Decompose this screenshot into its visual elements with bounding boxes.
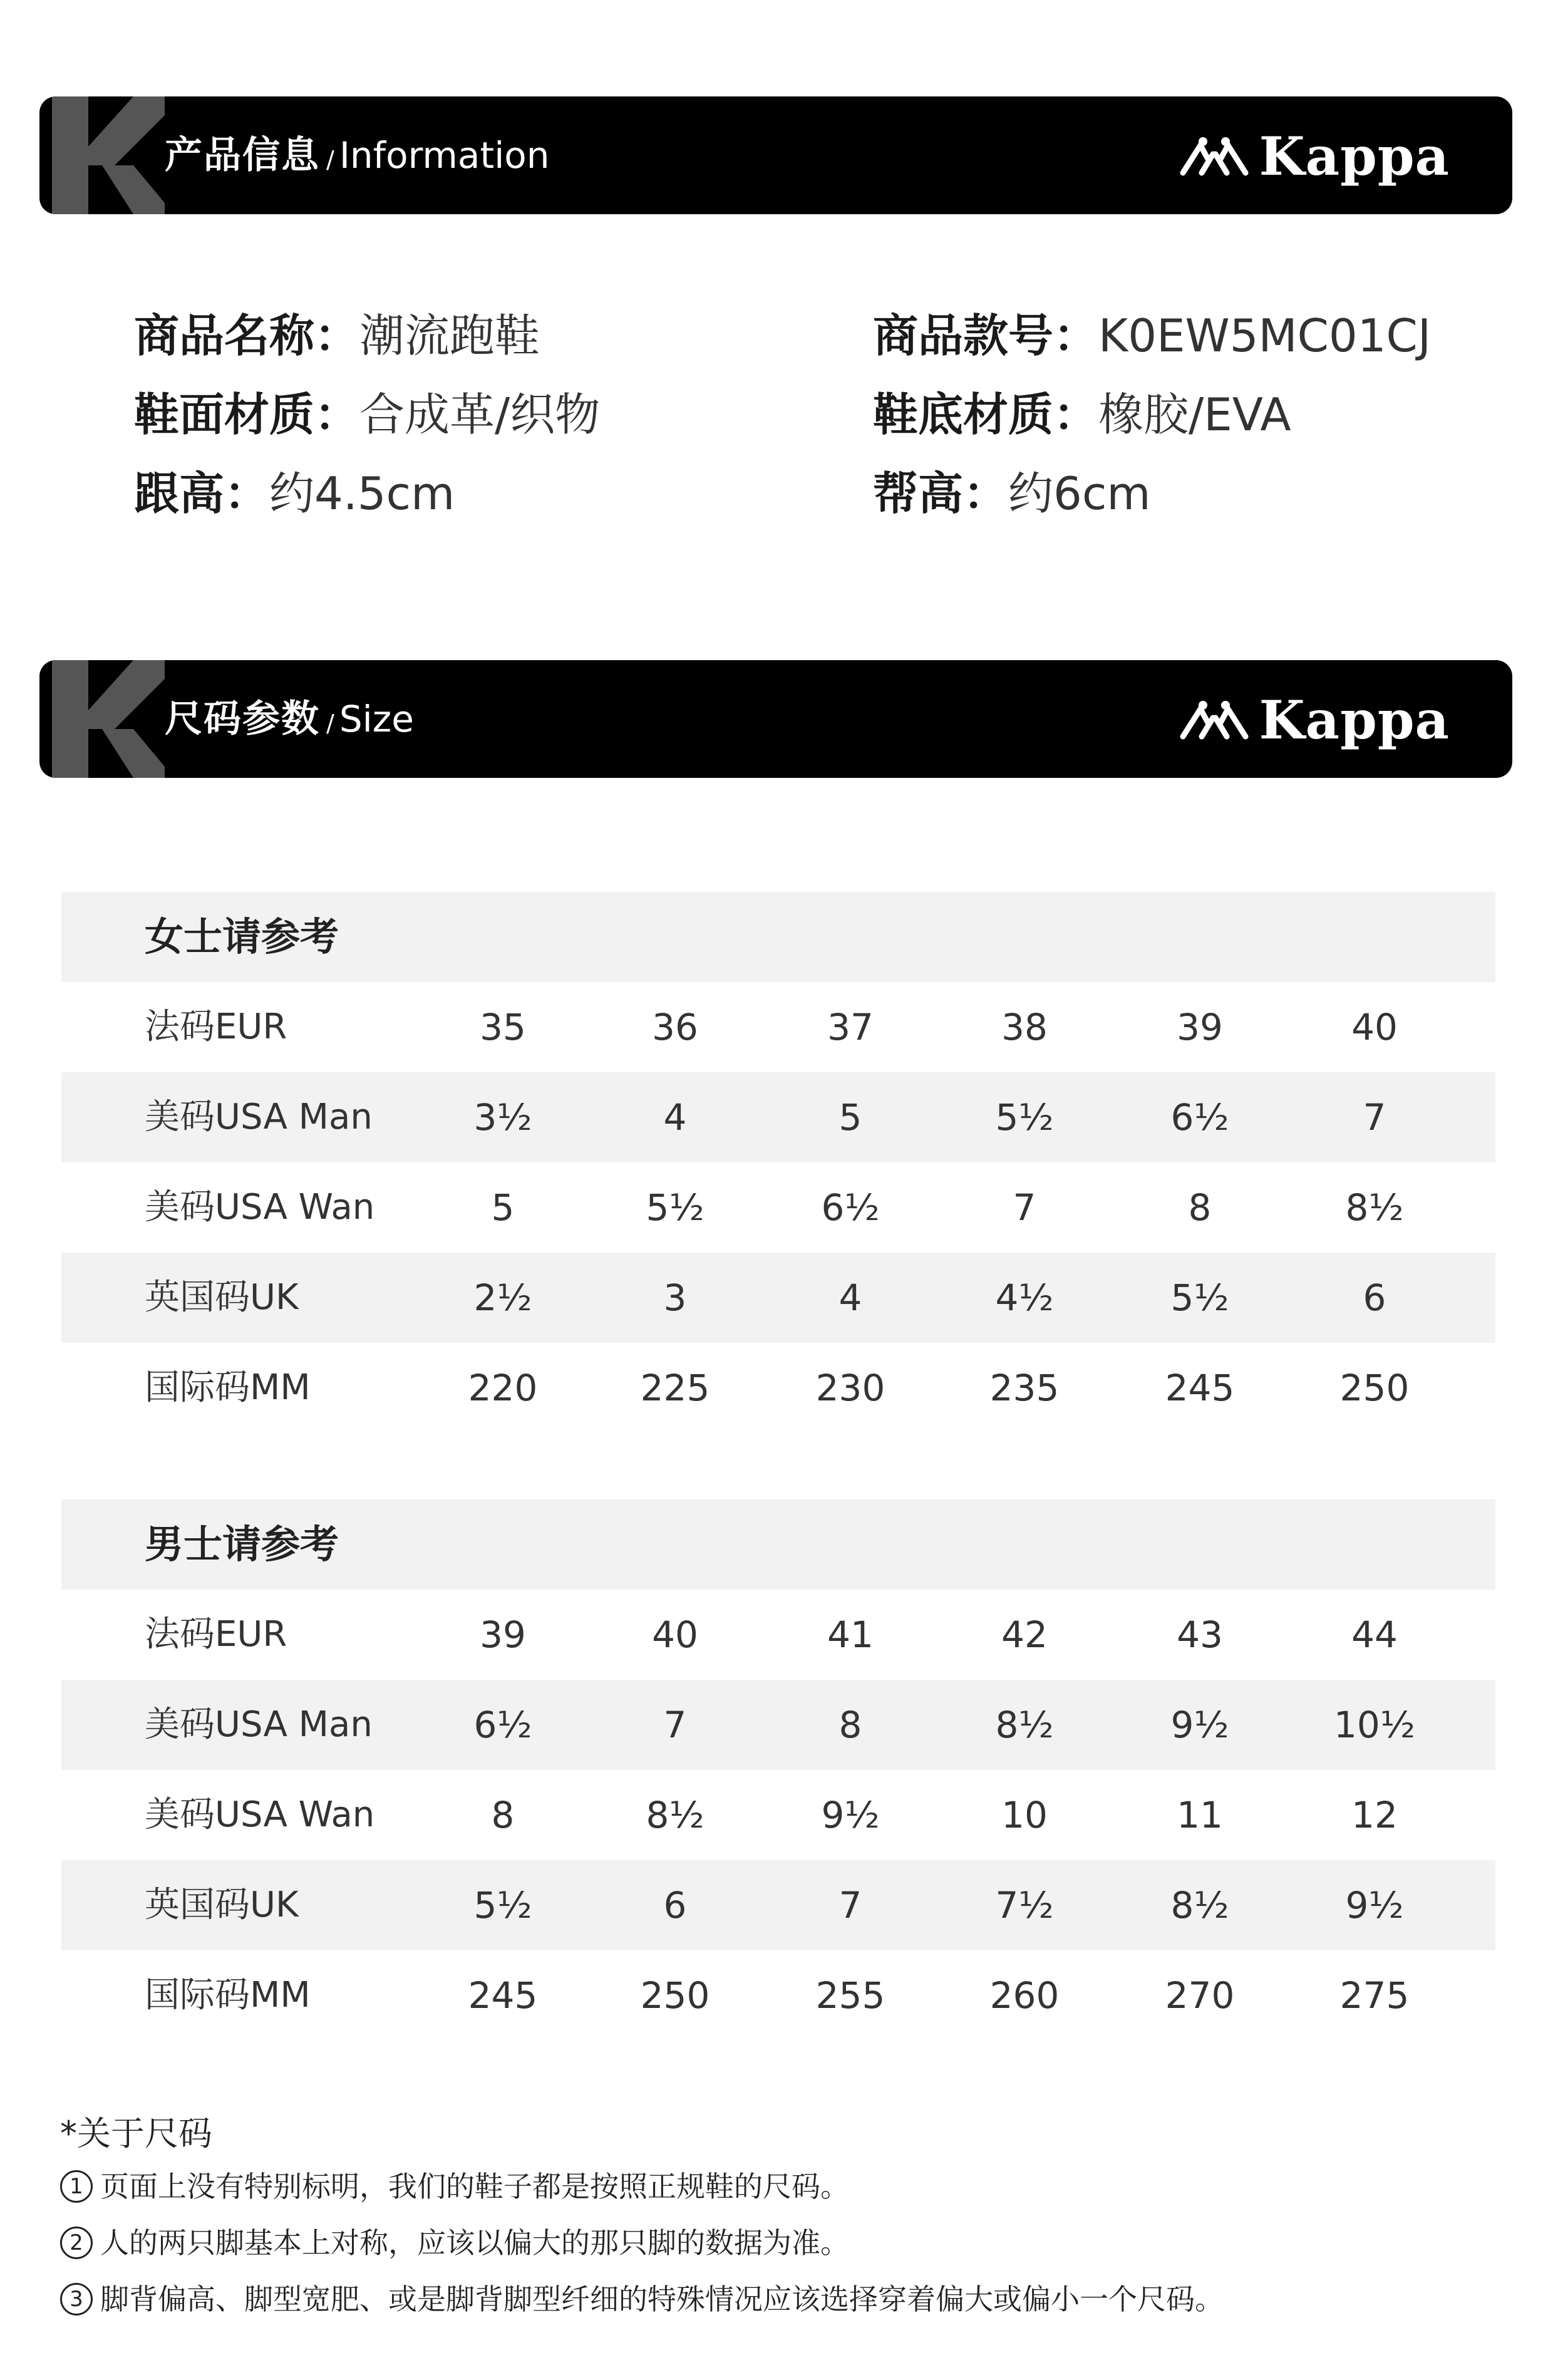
size-cell: 6 [663,1884,687,1927]
size-cell: 9½ [821,1794,880,1836]
size-banner [39,660,1512,778]
size-cell: 7 [1363,1096,1386,1139]
size-cell: 36 [652,1006,698,1048]
kappa-logo [1177,685,1450,754]
size-cell: 275 [1339,1974,1410,2017]
upper-material-value: 合成革/织物 [359,388,601,441]
size-cell: 3½ [473,1096,532,1139]
notes-title: *关于尺码 [60,2114,212,2153]
size-notes [60,2109,1500,2327]
size-cell: 8½ [995,1704,1054,1746]
info-title-en: Information [339,134,550,177]
kappa-wordmark: Kappa [1259,688,1450,751]
size-system-label: 国际码MM [145,1975,311,2015]
size-cell: 40 [652,1613,698,1656]
size-cell: 43 [1177,1613,1223,1656]
size-cell: 6 [1363,1276,1386,1319]
size-title-en: Size [339,698,414,740]
note-item [60,2158,1500,2215]
size-cell: 7½ [995,1884,1054,1927]
note-text: 页面上没有特别标明，我们的鞋子都是按照正规鞋的尺码。 [100,2170,849,2203]
size-cell: 260 [989,1974,1060,2017]
size-system-label: 美码USA Man [145,1704,373,1745]
women-size-row [61,1162,1495,1253]
kappa-omini-icon [1177,698,1252,742]
heel-height-value: 约4.5cm [269,467,455,520]
size-cell: 42 [1001,1613,1048,1656]
kappa-wordmark: Kappa [1259,125,1450,187]
product-name-value: 潮流跑鞋 [359,309,540,362]
size-banner-title [165,660,414,778]
size-cell: 37 [827,1006,874,1048]
women-size-row [61,1343,1495,1433]
size-cell: 235 [989,1367,1060,1409]
size-cell: 6½ [473,1704,532,1746]
k-letter-mark-icon [39,660,165,778]
size-system-label: 美码USA Man [145,1097,373,1137]
note-text: 脚背偏高、脚型宽肥、或是脚背脚型纤细的特殊情况应该选择穿着偏大或偏小一个尺码。 [100,2282,1224,2316]
size-system-label: 美码USA Wan [145,1187,375,1228]
size-cell: 38 [1001,1006,1048,1048]
title-separator: / [326,710,334,737]
size-system-label: 国际码MM [145,1367,311,1408]
size-cell: 6½ [821,1186,880,1229]
size-cell: 250 [1339,1367,1410,1409]
size-cell: 7 [663,1704,687,1746]
size-cell: 10 [1001,1794,1048,1836]
info-shaft-row [873,457,1151,526]
size-cell: 8½ [1345,1186,1404,1229]
product-code-value: K0EW5MC01CJ [1098,309,1432,362]
size-cell: 8½ [646,1794,704,1836]
women-size-row [61,982,1495,1072]
men-table-header [61,1499,1495,1590]
size-cell: 39 [480,1613,526,1656]
size-cell: 245 [1165,1367,1235,1409]
size-cell: 270 [1165,1974,1235,2017]
size-cell: 245 [468,1974,538,2017]
size-cell: 9½ [1170,1704,1229,1746]
title-separator: / [326,146,334,173]
size-cell: 35 [480,1006,526,1048]
size-cell: 41 [827,1613,874,1656]
product-name-label: 商品名称： [134,309,360,362]
upper-material-label: 鞋面材质： [134,388,360,441]
note-item [60,2271,1500,2327]
info-sole-row [873,378,1291,447]
women-table-header [61,892,1495,982]
men-size-row [61,1590,1495,1680]
info-code-row [873,299,1431,368]
note-text: 人的两只脚基本上对称，应该以偏大的那只脚的数据为准。 [100,2226,849,2260]
size-cell: 5½ [473,1884,532,1927]
size-cell: 4½ [995,1276,1054,1319]
men-size-row [61,1680,1495,1770]
sole-material-value: 橡胶/EVA [1098,388,1291,441]
size-cell: 7 [838,1884,862,1927]
circled-number-icon: 3 [60,2283,93,2315]
size-cell: 5½ [646,1186,704,1229]
size-cell: 10½ [1333,1704,1416,1746]
info-heel-row [134,457,455,526]
kappa-omini-icon [1177,134,1252,178]
size-cell: 7 [1013,1186,1036,1229]
note-item [60,2215,1500,2271]
size-cell: 12 [1351,1794,1398,1836]
info-banner [39,96,1512,214]
heel-height-label: 跟高： [134,467,270,520]
info-name-row [134,299,540,368]
size-cell: 4 [838,1276,862,1319]
size-system-label: 英国码UK [145,1885,299,1925]
size-cell: 2½ [473,1276,532,1319]
size-cell: 40 [1351,1006,1398,1048]
shaft-height-label: 帮高： [873,467,1009,520]
size-cell: 4 [663,1096,687,1139]
size-cell: 5½ [995,1096,1054,1139]
size-cell: 39 [1177,1006,1223,1048]
size-cell: 6½ [1170,1096,1229,1139]
size-cell: 9½ [1345,1884,1404,1927]
size-cell: 5 [838,1096,862,1139]
size-cell: 225 [640,1367,710,1409]
product-code-label: 商品款号： [873,309,1099,362]
size-title-zh: 尺码参数 [165,697,320,741]
info-banner-title [165,96,550,214]
circled-number-icon: 2 [60,2227,93,2259]
men-size-row [61,1950,1495,2041]
men-heading: 男士请参考 [145,1521,339,1567]
women-size-row [61,1253,1495,1343]
men-size-row [61,1770,1495,1860]
size-system-label: 英国码UK [145,1277,299,1318]
size-cell: 5½ [1170,1276,1229,1319]
info-title-zh: 产品信息 [165,133,320,177]
size-cell: 220 [468,1367,538,1409]
size-cell: 250 [640,1974,710,2017]
size-cell: 8½ [1170,1884,1229,1927]
size-cell: 8 [838,1704,862,1746]
women-size-row [61,1072,1495,1162]
size-cell: 8 [491,1794,515,1836]
size-system-label: 法码EUR [145,1614,287,1655]
k-letter-mark-icon [39,96,165,214]
size-cell: 5 [491,1186,515,1229]
size-system-label: 美码USA Wan [145,1794,375,1835]
info-upper-row [134,378,600,447]
size-cell: 11 [1177,1794,1223,1836]
men-size-row [61,1860,1495,1950]
circled-number-icon: 1 [60,2170,93,2203]
size-cell: 44 [1351,1613,1398,1656]
shaft-height-value: 约6cm [1008,467,1151,520]
size-system-label: 法码EUR [145,1006,287,1047]
kappa-logo [1177,122,1450,190]
size-cell: 230 [815,1367,885,1409]
sole-material-label: 鞋底材质： [873,388,1099,441]
size-cell: 255 [815,1974,885,2017]
women-heading: 女士请参考 [145,914,339,960]
size-cell: 3 [663,1276,687,1319]
size-cell: 8 [1188,1186,1212,1229]
